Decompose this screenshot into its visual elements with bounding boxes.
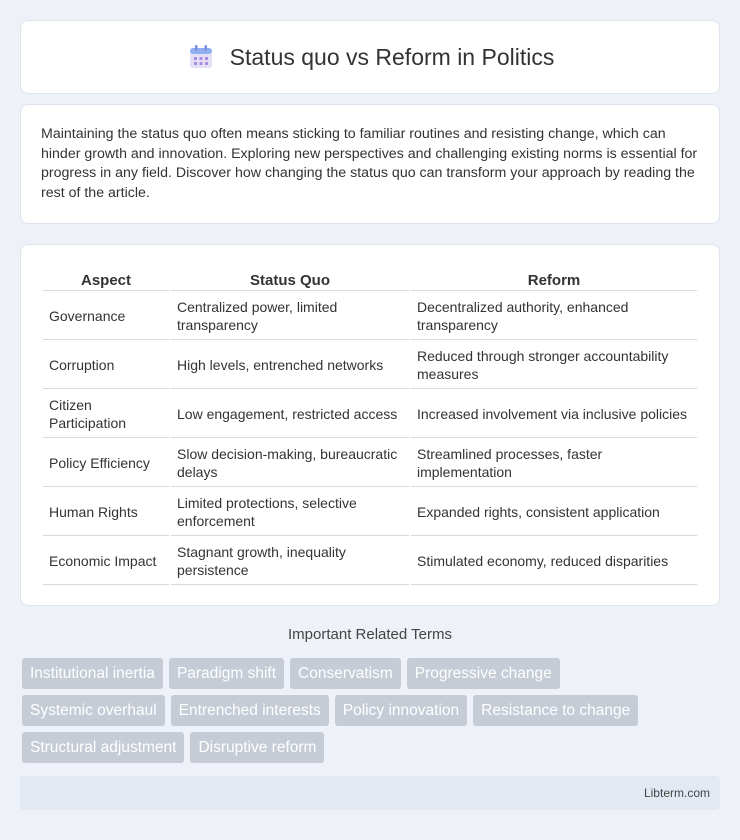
intro-text: Maintaining the status quo often means sticking to familiar routines and resisting change, which can hinder growth and innovation. Exploring new perspectives and challenging existing norms is essential for progress in any field. Discover how changing the status quo can transform your approach by reading the rest of the article.: [41, 126, 698, 201]
tag-progressive-change[interactable]: Progressive change: [407, 658, 560, 689]
table-cell: Expanded rights, consistent application: [411, 489, 697, 536]
tag-institutional-inertia[interactable]: Institutional inertia: [22, 658, 163, 689]
table-row: [43, 391, 697, 438]
table-cell: Centralized power, limited transparency: [171, 293, 409, 340]
header-card: [20, 20, 720, 94]
title-wrap: [186, 42, 555, 72]
related-terms-tags: [22, 658, 722, 769]
calendar-icon: [186, 42, 216, 72]
table-cell: High levels, entrenched networks: [171, 342, 409, 389]
tag-conservatism[interactable]: Conservatism: [290, 658, 401, 689]
intro-card: [20, 104, 720, 224]
table-cell: Stimulated economy, reduced disparities: [411, 538, 697, 585]
table-cell: Streamlined processes, faster implementation: [411, 440, 697, 487]
table-cell: Corruption: [43, 342, 169, 389]
table-row: [43, 440, 697, 487]
tag-paradigm-shift[interactable]: Paradigm shift: [169, 658, 284, 689]
table-row: [43, 538, 697, 585]
tag-structural-adjustment[interactable]: Structural adjustment: [22, 732, 184, 763]
tag-resistance-to-change[interactable]: Resistance to change: [473, 695, 638, 726]
tag-systemic-overhaul[interactable]: Systemic overhaul: [22, 695, 165, 726]
column-header-status-quo: Status Quo: [171, 267, 409, 291]
table-header-row: [43, 267, 697, 291]
comparison-card: [20, 244, 720, 606]
table-cell: Reduced through stronger accountability measures: [411, 342, 697, 389]
table-cell: Economic Impact: [43, 538, 169, 585]
tag-policy-innovation[interactable]: Policy innovation: [335, 695, 467, 726]
table-cell: Human Rights: [43, 489, 169, 536]
tag-row: [22, 732, 722, 763]
table-cell: Slow decision-making, bureaucratic delays: [171, 440, 409, 487]
tag-disruptive-reform[interactable]: Disruptive reform: [190, 732, 324, 763]
tag-row: [22, 695, 722, 726]
tag-entrenched-interests[interactable]: Entrenched interests: [171, 695, 329, 726]
table-cell: Governance: [43, 293, 169, 340]
table-cell: Decentralized authority, enhanced transparency: [411, 293, 697, 340]
tag-row: [22, 658, 722, 689]
table-cell: Policy Efficiency: [43, 440, 169, 487]
table-row: [43, 489, 697, 536]
table-cell: Limited protections, selective enforcement: [171, 489, 409, 536]
column-header-aspect: Aspect: [43, 267, 169, 291]
comparison-table: [41, 265, 699, 587]
related-terms-title: Important Related Terms: [288, 626, 452, 643]
column-header-reform: Reform: [411, 267, 697, 291]
page-title: Status quo vs Reform in Politics: [229, 43, 555, 70]
table-cell: Citizen Participation: [43, 391, 169, 438]
table-cell: Increased involvement via inclusive policies: [411, 391, 697, 438]
table-row: [43, 342, 697, 389]
table-cell: Stagnant growth, inequality persistence: [171, 538, 409, 585]
footer: [20, 776, 720, 810]
footer-site-link[interactable]: Libterm.com: [643, 786, 710, 800]
table-cell: Low engagement, restricted access: [171, 391, 409, 438]
table-row: [43, 293, 697, 340]
